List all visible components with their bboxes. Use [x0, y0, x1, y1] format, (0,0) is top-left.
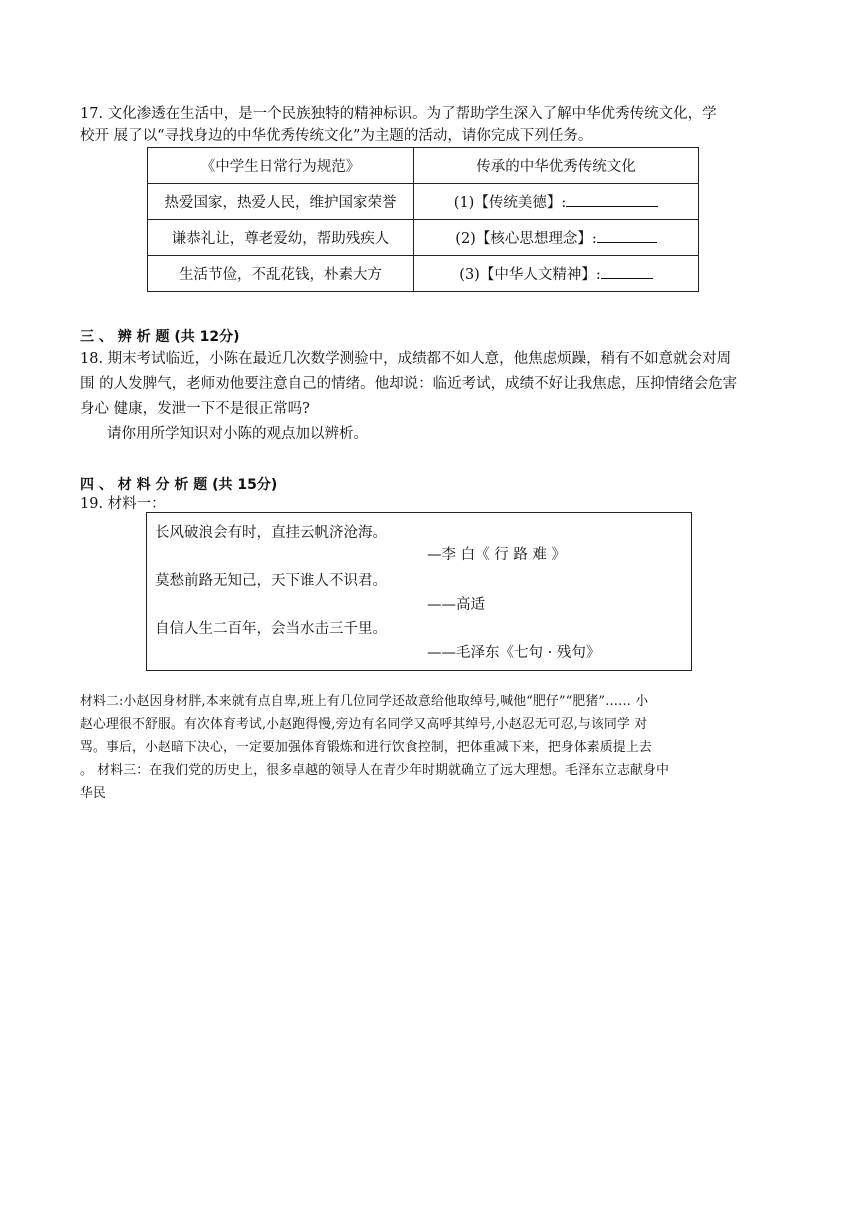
poem-attribution: ——高适	[427, 597, 485, 613]
answer-blank[interactable]	[566, 192, 658, 207]
table-cell	[414, 184, 699, 220]
table-row	[148, 220, 699, 256]
q17-table	[147, 147, 699, 292]
material-2-line-3: 骂。事后，小赵暗下决心，一定要加强体育锻炼和进行饮食控制，把体重减下来，把身体素质提上去	[80, 740, 652, 755]
answer-label: (2)【核心思想理念】:	[455, 231, 597, 247]
answer-blank[interactable]	[597, 228, 657, 243]
table-cell: 生活节俭，不乱花钱，朴素大方	[148, 256, 414, 292]
poem-line: 长风破浪会有时，直挂云帆济沧海。	[155, 525, 387, 541]
poem-attribution: —李 白《 行 路 难 》	[427, 547, 567, 563]
q17-line-2: 校开 展了以“寻找身边的中华优秀传统文化”为主题的活动，请你完成下列任务。	[80, 128, 593, 144]
table-header-cell: 传承的中华优秀传统文化	[414, 148, 699, 184]
table-cell: 热爱国家，热爱人民，维护国家荣誉	[148, 184, 414, 220]
poem-line: 自信人生二百年，会当水击三千里。	[155, 621, 387, 637]
answer-label: (1)【传统美德】:	[453, 195, 567, 211]
material-1-box	[146, 512, 692, 671]
table-cell	[414, 220, 699, 256]
q17-line-1: 17. 文化渗透在生活中，是一个民族独特的精神标识。为了帮助学生深入了解中华优秀传统文化，学	[80, 106, 717, 122]
table-header-cell: 《中学生日常行为规范》	[148, 148, 414, 184]
poem-attribution: ——毛泽东《七句 · 残句》	[427, 645, 601, 661]
section-3-title: 三 、 辨 析 题 (共 12分)	[80, 329, 240, 345]
q18-line-2: 围 的人发脾气，老师劝他要注意自己的情绪。他却说：临近考试，成绩不好让我焦虑，压抑情绪会危害	[80, 376, 738, 392]
q18-line-3: 身心 健康，发泄一下不是很正常吗?	[80, 401, 310, 417]
material-3-line-1: 。 材料三：在我们党的历史上，很多卓越的领导人在青少年时期就确立了远大理想。毛泽东立志献身中	[80, 763, 670, 778]
material-3-line-2: 华民	[80, 786, 106, 801]
table-header-row	[148, 148, 699, 184]
q18-line-4: 请你用所学知识对小陈的观点加以辨析。	[107, 426, 368, 442]
table-cell: 谦恭礼让，尊老爱幼，帮助残疾人	[148, 220, 414, 256]
poem-line: 莫愁前路无知己，天下谁人不识君。	[155, 573, 387, 589]
answer-blank[interactable]	[601, 264, 653, 279]
q19-label: 19. 材料一：	[80, 496, 166, 512]
material-2-line-2: 赵心理很不舒服。有次体育考试,小赵跑得慢,旁边有名同学又高呼其绰号,小赵忍无可忍,与该同学 对	[80, 717, 648, 732]
q18-line-1: 18. 期末考试临近，小陈在最近几次数学测验中，成绩都不如人意，他焦虑烦躁，稍有不如意就会对周	[80, 351, 732, 367]
answer-label: (3)【中华人文精神】:	[459, 267, 601, 283]
table-row	[148, 184, 699, 220]
material-2-line-1: 材料二:小赵因身材胖,本来就有点自卑,班上有几位同学还故意给他取绰号,喊他“肥仔”“肥猪”…… 小	[80, 694, 649, 709]
section-4-title: 四 、 材 料 分 析 题 (共 15分)	[80, 477, 278, 493]
table-cell	[414, 256, 699, 292]
table-row	[148, 256, 699, 292]
